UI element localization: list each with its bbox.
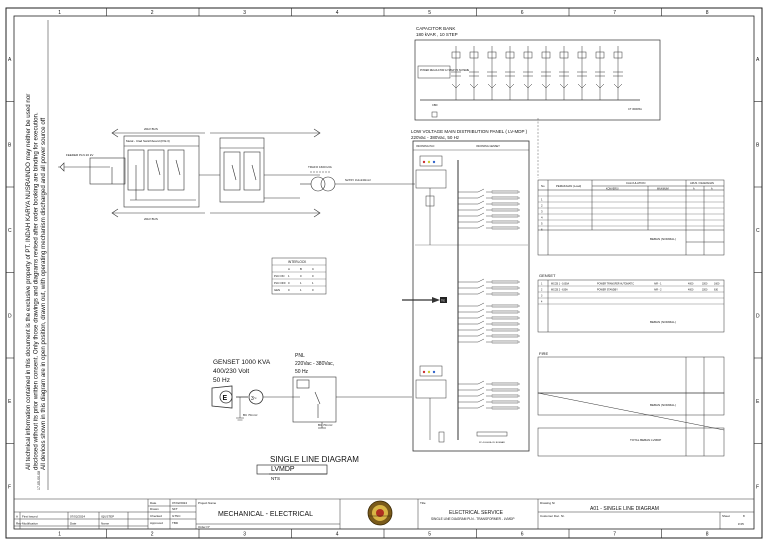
capacitor-controller: POWER REGULATOR 12 STEP PF SCHEME [420, 69, 470, 72]
col-label-bottom: 2 [150, 531, 154, 538]
revision-cell: Modification [22, 521, 39, 526]
row-label-left: C [8, 227, 12, 234]
row-label-left: E [8, 398, 12, 405]
cubicle-label: Metal - Clad Switchboard (KW-3) [126, 139, 170, 143]
diagram-caption [257, 455, 359, 481]
tb-title-line-1: ELECTRICAL SERVICE [449, 510, 503, 516]
tb-checked-value: GTNC [172, 514, 181, 518]
genset-section [212, 359, 300, 420]
genset-row-cell: 4000 [688, 288, 694, 292]
col-label-bottom: 3 [243, 531, 247, 538]
incoming-2-label: INCOMING GENSET [476, 145, 500, 148]
interlock-cell: A [288, 267, 290, 271]
tb-order-label: Order N° [198, 525, 210, 529]
capacitor-title: CAPACITOR BANK [416, 26, 456, 31]
revision-cell: A [16, 514, 19, 519]
interlock-cell: 0 [312, 274, 314, 278]
genset-row-cell: AIR - 1 [654, 282, 662, 286]
row-label-right: E [756, 398, 760, 405]
revision-cell: 07/02/2024 [70, 514, 86, 519]
col-label-top: 6 [520, 10, 524, 16]
schedule-sub-a2: A [711, 187, 713, 191]
row-label-left: A [8, 56, 12, 63]
revision-cell: Date [70, 521, 77, 526]
interlock-cell: PLN ON [274, 274, 285, 278]
tb-drawn-value: SFT [172, 507, 178, 511]
panel-subtitle: 220Vac - 380Vac, 50 Hz [411, 135, 460, 140]
interlock-title: INTERLOCK [288, 260, 307, 264]
schedule-row-no: 3 [541, 209, 543, 214]
interlock-cell: 0 [288, 281, 290, 285]
row-label-left: B [8, 142, 12, 149]
col-label-bottom: 6 [520, 531, 524, 538]
outer-frame [6, 8, 762, 538]
schedule-sub-a1: A [693, 187, 695, 191]
company-logo-icon [368, 501, 392, 525]
interlock-cell: 1 [300, 281, 302, 285]
col-label-top: 8 [705, 10, 709, 16]
schedule-row-no: 2 [541, 203, 543, 208]
total-beban: TOTAL BEBAN LVMDP [630, 438, 662, 442]
tb-project-value: MECHANICAL - ELECTRICAL [218, 511, 314, 518]
interlock-cell: 1 [288, 274, 290, 278]
pnl-ground: BC 70mm² [318, 423, 333, 427]
revision-cell: Name [101, 521, 110, 526]
tb-customer-label: Customer Doc. Nr. [540, 514, 565, 518]
caption-title: SINGLE LINE DIAGRAM [270, 455, 359, 464]
trafo-label: TRAFO 1600 kVA [308, 165, 332, 169]
tie-label: TIE [441, 299, 445, 303]
schedule-tables [538, 180, 724, 456]
interlock-cell: GEN [274, 288, 281, 292]
interlock-cell: B [300, 267, 302, 271]
tb-drawn-label: Drawn [150, 507, 159, 511]
tb-title-line-2: SINGLE LINE DIAGRAM PLN - TRANSFORMER - LVMDP [431, 517, 515, 521]
inner-frame [14, 16, 754, 529]
revision-cell: Rev [16, 521, 22, 526]
beban-normal-1: BEBAN (NORMAL) [650, 237, 676, 241]
feeder-label: FEEDER PLN 20 kV [66, 153, 94, 157]
side-reference: 17-05-00-08 [37, 470, 41, 490]
schedule-h-calc: CALCULATION [626, 181, 646, 185]
row-labels [6, 57, 762, 491]
incoming-1-label: INCOMING PLN [416, 145, 435, 148]
panel-title: LOW VOLTAGE MAIN DISTRIBUTION PANEL ( LV-MDP ) [411, 129, 528, 134]
revision-cell: IQUSTEP [101, 514, 115, 519]
fire-table-title: FIRE [539, 351, 549, 356]
col-label-top: 3 [243, 10, 247, 16]
schedule-h-load: PEMAKAIAN (Load) [556, 184, 582, 188]
genset-row-cell: AIR - 2 [654, 288, 662, 292]
schedule-sub-konversi: KONVERSI [606, 187, 619, 191]
column-ticks [107, 8, 662, 538]
beban-normal-3: BEBAN (NORMAL) [650, 403, 676, 407]
tb-drawing-label: Drawing Nr [540, 501, 556, 505]
tb-sheet-label: Sheet [722, 514, 730, 518]
schedule-row-no: 4 [541, 215, 543, 220]
capacitor-legend: CT 3000/5A [628, 108, 642, 111]
col-label-top: 5 [428, 10, 432, 16]
col-label-bottom: 8 [705, 531, 709, 538]
col-label-bottom: 5 [428, 531, 432, 538]
col-label-bottom: 1 [58, 531, 62, 538]
lvmdp-panel [402, 129, 529, 451]
cable-label: N2XSY 3x1x240mm² [345, 178, 372, 182]
schedule-row-no: 1 [541, 197, 543, 202]
genset-row-cell: 3200 [702, 282, 708, 286]
capacitor-subtitle: 180 kVAR , 10 STEP [416, 32, 458, 37]
genset-row-cell: 630 [714, 288, 718, 292]
row-label-left: D [8, 313, 12, 320]
col-label-top: 1 [58, 10, 62, 16]
schedule-sub-max: MAXIMUM [657, 187, 669, 191]
genset-row-cell: 1600 [714, 282, 720, 286]
genset-row-cell: 4 [541, 300, 543, 304]
genset-g-symbol: E [222, 395, 228, 402]
revision-cell: First Issued [22, 514, 38, 519]
genset-table-title: GENSET [539, 273, 556, 278]
beban-normal-2: BEBAN (NORMAL) [650, 320, 676, 324]
tb-sheets-value: # 05 [738, 522, 744, 526]
genset-row-cell: POWER TRANSFER AUTOMATIC [597, 282, 634, 286]
genset-3ph-symbol: 3~ [251, 396, 257, 402]
interlock-cell: PLN OFF [274, 281, 286, 285]
row-label-right: C [756, 227, 760, 234]
tb-approved-value: TBD [172, 521, 178, 525]
genset-row-cell: 2 [541, 288, 543, 292]
tb-project-label: Project Name [198, 501, 217, 505]
col-label-top: 2 [150, 10, 154, 16]
row-label-right: A [756, 56, 760, 63]
interlock-cell: 0 [312, 288, 314, 292]
genset-line-3: 50 Hz [213, 377, 230, 384]
tb-title-label: Title [420, 501, 426, 505]
pnl-line-2: 220Vac - 380Vac, [295, 361, 335, 367]
tb-approved-label: Approved [150, 521, 163, 525]
disclaimer-line-2: disclosed without its prior written consent. Only those drawings and diagrams revised after order booking are binding for execution. [32, 112, 40, 470]
genset-line-1: GENSET 1000 KVA [213, 359, 271, 366]
column-labels [58, 10, 709, 538]
pnl-line-3: 50 Hz [295, 369, 309, 375]
bus-top-label: 20kV BUS [144, 127, 158, 131]
tb-checked-label: Checked [150, 514, 162, 518]
row-label-right: B [756, 142, 760, 149]
bus-label: 3P+N 4000A CU BUSBAR [479, 442, 505, 444]
row-label-right: F [756, 484, 760, 491]
genset-row-cell: 1 [541, 282, 543, 286]
disclaimer [25, 94, 47, 470]
capacitor-bank [415, 26, 660, 120]
row-label-right: D [756, 313, 760, 320]
pnl-section [293, 353, 412, 428]
schedule-h-no: No [541, 184, 545, 188]
col-label-bottom: 7 [613, 531, 617, 538]
tb-drawing-value: A01 - SINGLE LINE DIAGRAM [590, 506, 659, 512]
col-label-bottom: 4 [335, 531, 339, 538]
interlock-cell: 0 [300, 274, 302, 278]
interlock-table [272, 258, 326, 294]
tb-date-value: 07/02/2024 [172, 501, 188, 505]
genset-line-2: 400/230 Volt [213, 368, 250, 375]
genset-ground: BC 70mm² [243, 413, 258, 417]
tb-sheet-value: 8 [743, 514, 745, 518]
genset-row-cell: 3200 [702, 288, 708, 292]
interlock-cell: C [312, 267, 315, 271]
caption-name: LVMDP [271, 466, 295, 473]
interlock-cell: 1 [312, 281, 314, 285]
bus-bottom-label: 20kV BUS [144, 217, 158, 221]
disclaimer-line-3: All devices shown in this diagram are in open position, drawn out, with operating mechanism discharged and all power source off [40, 117, 47, 470]
schedule-h-arus: ARUS / KEAMANAN [690, 182, 714, 185]
interlock-cell: 0 [288, 288, 290, 292]
col-label-top: 4 [335, 10, 339, 16]
pnl-line-1: PNL [295, 353, 305, 359]
genset-row-cell: 4000 [688, 282, 694, 286]
row-label-left: F [8, 484, 12, 491]
interlock-cell: 1 [300, 288, 302, 292]
mv-section [58, 129, 415, 217]
capacitor-note: CBD [432, 104, 438, 107]
genset-row-cell: MCCB 2 - 630A [551, 288, 568, 292]
genset-row-cell: 3 [541, 294, 543, 298]
col-label-top: 7 [613, 10, 617, 16]
tb-date-label: Date [150, 501, 157, 505]
genset-row-cell: POWER STANDBY [597, 288, 618, 292]
genset-row-cell: MCCB 1 - 1600A [551, 282, 570, 286]
caption-scale: NTS [271, 476, 280, 481]
schedule-row-no: 6 [541, 227, 543, 232]
disclaimer-line-1: All technical information contained in this document is the exclusive property of PT. INDAH KARYA NUSRAINDO may neither be used nor [25, 93, 32, 470]
schedule-row-no: 5 [541, 221, 543, 226]
